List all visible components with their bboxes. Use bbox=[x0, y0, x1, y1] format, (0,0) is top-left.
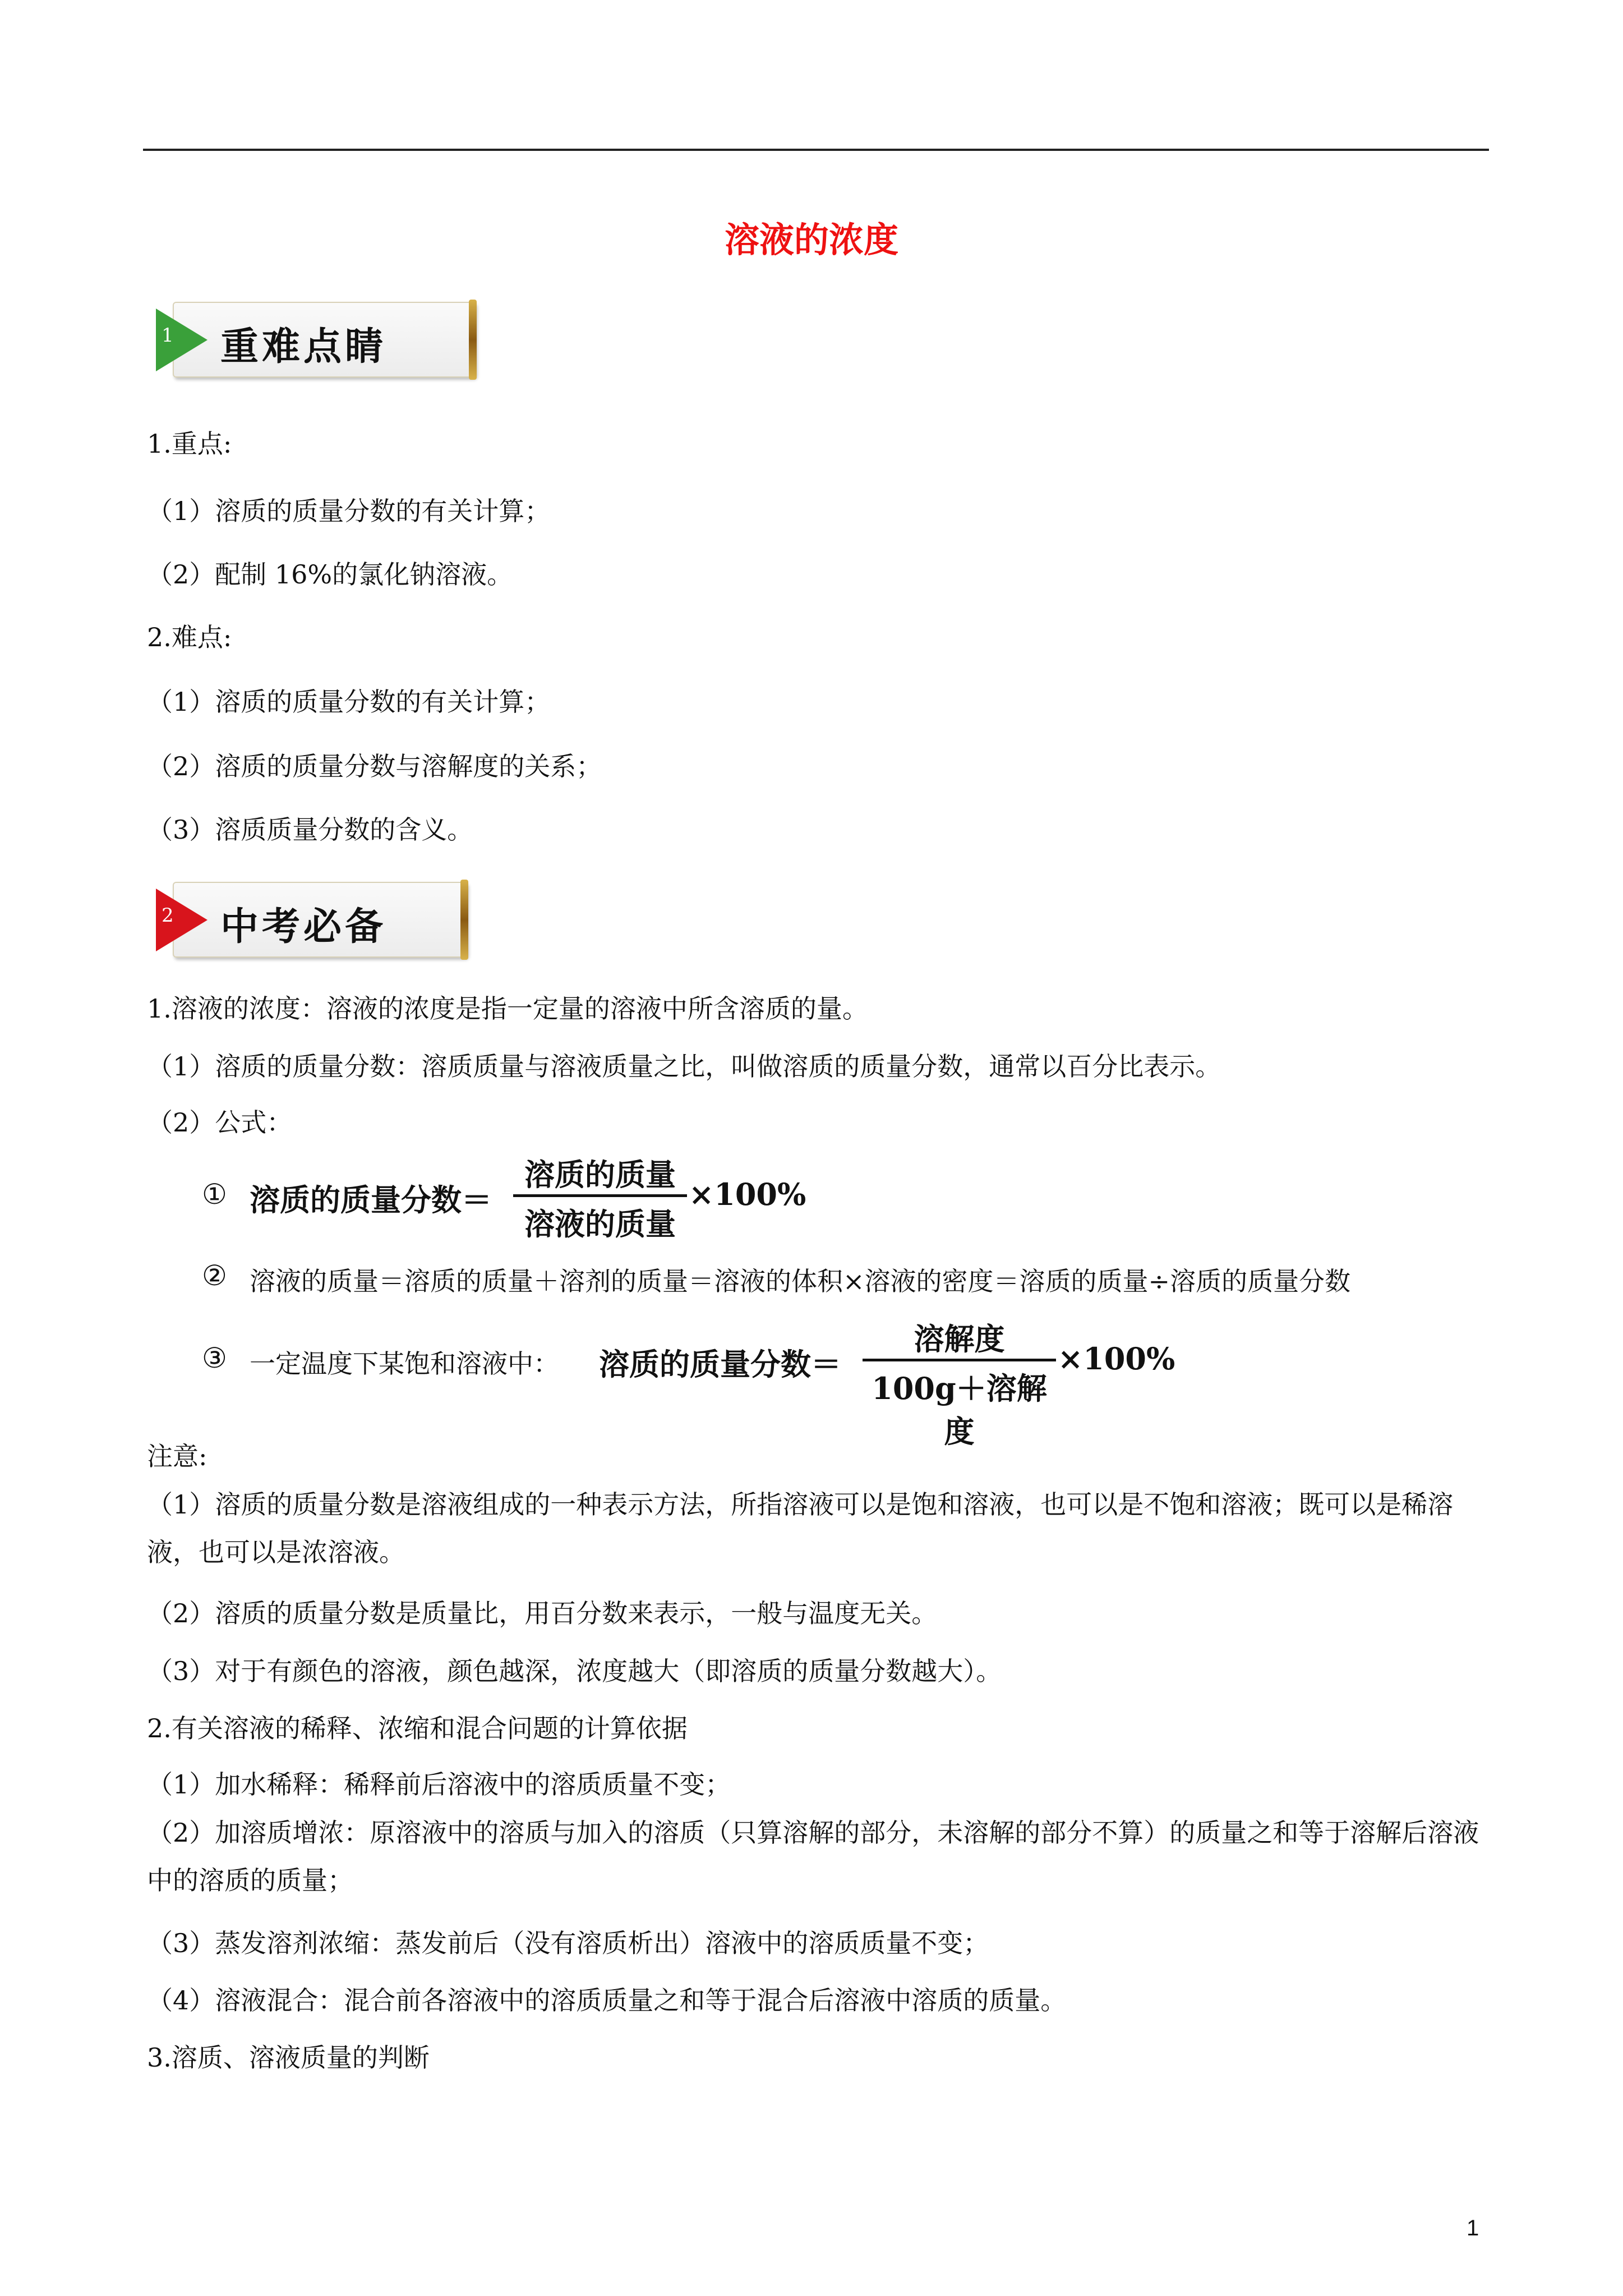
banner-number: 2 bbox=[162, 904, 174, 927]
difficult-point-item: （2）溶质的质量分数与溶解度的关系； bbox=[147, 751, 602, 781]
list-item: （3）蒸发溶剂浓缩：蒸发前后（没有溶质析出）溶液中的溶质质量不变； bbox=[147, 1928, 989, 1958]
note-item: （2）溶质的质量分数是质量比，用百分数来表示，一般与温度无关。 bbox=[147, 1598, 938, 1628]
formula-numerator: 溶质的质量 bbox=[524, 1157, 676, 1193]
note-heading: 注意: bbox=[147, 1441, 208, 1471]
section-banner-exam-essentials bbox=[156, 882, 467, 958]
difficult-points-heading: 2.难点: bbox=[147, 622, 232, 652]
list-item: （1）加水稀释：稀释前后溶液中的溶质质量不变； bbox=[147, 1769, 731, 1800]
banner-label: 中考必备 bbox=[220, 904, 387, 949]
key-points-heading: 1.重点: bbox=[147, 429, 232, 459]
formula-text: 溶液的质量＝溶质的质量＋溶剂的质量＝溶液的体积×溶液的密度＝溶质的质量÷溶质的质量分数 bbox=[250, 1266, 1351, 1296]
formula-marker: ③ bbox=[202, 1342, 227, 1374]
note-item: （1）溶质的质量分数是溶液组成的一种表示方法，所指溶液可以是饱和溶液，也可以是不饱和溶液；既可以是稀溶液，也可以是浓溶液。 bbox=[147, 1489, 1454, 1567]
paragraph: 1.溶液的浓度：溶液的浓度是指一定量的溶液中所含溶质的量。 bbox=[147, 993, 868, 1024]
list-item: （2）加溶质增浓：原溶液中的溶质与加入的溶质（只算溶解的部分，未溶解的部分不算）的质量之和等于溶解后溶液中的溶质的质量； bbox=[147, 1818, 1479, 1895]
header-rule bbox=[143, 149, 1489, 151]
note-item: （3）对于有颜色的溶液，颜色越深，浓度越大（即溶质的质量分数越大）。 bbox=[147, 1656, 1002, 1686]
fraction-bar bbox=[513, 1194, 687, 1197]
formula-denominator: 溶液的质量 bbox=[524, 1206, 676, 1242]
formula-marker: ① bbox=[202, 1178, 227, 1211]
key-point-item: （1）溶质的质量分数的有关计算； bbox=[147, 496, 551, 526]
formula-lhs: 溶质的质量分数＝ bbox=[599, 1346, 841, 1382]
page-title: 溶液的浓度 bbox=[724, 219, 898, 260]
banner-number: 1 bbox=[162, 324, 174, 347]
paragraph: （1）溶质的质量分数：溶质质量与溶液质量之比，叫做溶质的质量分数，通常以百分比表示。 bbox=[147, 1051, 1221, 1082]
formula-tail: ×100% bbox=[689, 1176, 806, 1212]
paragraph: （2）公式： bbox=[147, 1107, 293, 1138]
fraction-bar bbox=[863, 1359, 1056, 1361]
formula-prefix: 一定温度下某饱和溶液中： bbox=[250, 1349, 559, 1379]
section-banner-key-points bbox=[156, 302, 476, 378]
list-item: （4）溶液混合：混合前各溶液中的溶质质量之和等于混合后溶液中溶质的质量。 bbox=[147, 1985, 1067, 2016]
formula-denominator: 100g＋溶解度 bbox=[872, 1370, 1047, 1450]
page-number: 1 bbox=[1467, 2216, 1479, 2240]
banner-endcap bbox=[460, 880, 468, 960]
banner-endcap bbox=[469, 300, 477, 380]
paragraph-heading: 2.有关溶液的稀释、浓缩和混合问题的计算依据 bbox=[147, 1713, 688, 1743]
banner-label: 重难点睛 bbox=[220, 324, 387, 369]
difficult-point-item: （1）溶质的质量分数的有关计算； bbox=[147, 687, 551, 717]
key-point-item: （2）配制 16%的氯化钠溶液。 bbox=[147, 559, 513, 590]
formula-lhs: 溶质的质量分数＝ bbox=[250, 1182, 492, 1218]
formula-numerator: 溶解度 bbox=[914, 1321, 1005, 1357]
formula-marker: ② bbox=[202, 1259, 227, 1292]
paragraph-heading: 3.溶质、溶液质量的判断 bbox=[147, 2042, 430, 2073]
difficult-point-item: （3）溶质质量分数的含义。 bbox=[147, 815, 473, 845]
formula-tail: ×100% bbox=[1058, 1341, 1175, 1377]
